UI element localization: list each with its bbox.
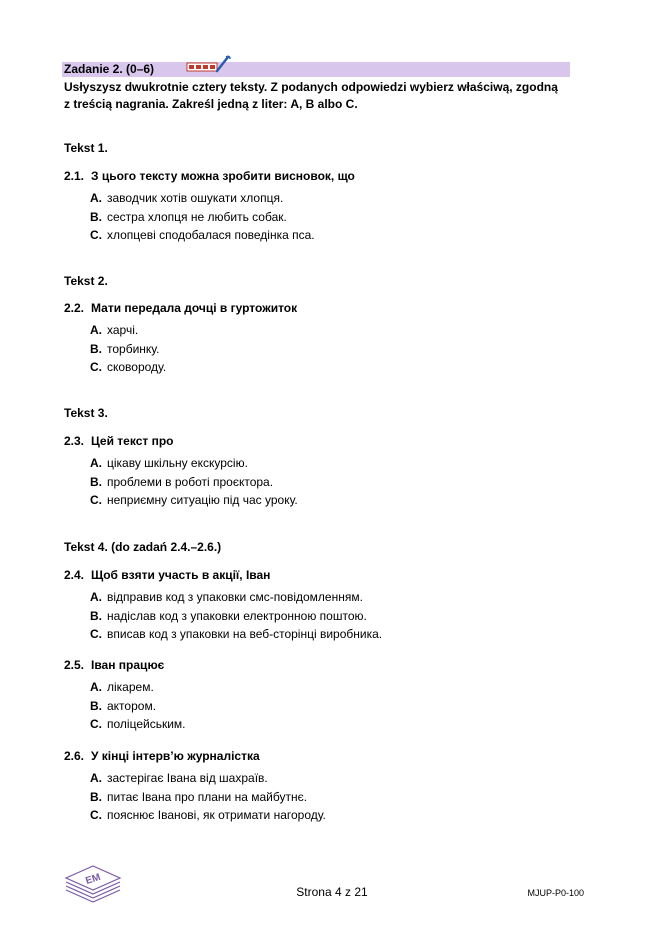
question-number: 2.5. (64, 658, 85, 672)
answer-options (90, 769, 326, 825)
answer-option[interactable] (90, 226, 315, 245)
answer-option[interactable] (90, 607, 382, 626)
question-text: Мати передала дочці в гуртожиток (91, 301, 298, 315)
option-letter[interactable]: B. (90, 698, 102, 713)
option-letter[interactable]: C. (90, 717, 102, 731)
option-text: сковороду. (107, 360, 167, 374)
answer-option[interactable] (90, 189, 315, 208)
option-text: поліцейським. (107, 717, 186, 731)
option-text: харчі. (107, 323, 139, 337)
option-letter[interactable]: A. (90, 680, 102, 694)
question-number: 2.3. (64, 434, 85, 448)
answer-options (90, 588, 382, 644)
question-number: 2.6. (64, 749, 85, 763)
option-text: вписав код з упаковки на веб-сторінці виробника. (107, 627, 383, 641)
document-code: MJUP-P0-100 (527, 888, 584, 898)
audio-recording-icon (186, 55, 232, 75)
task-header-bar (62, 62, 570, 77)
option-letter[interactable]: A. (90, 771, 102, 785)
question-text: У кінці інтерв’ю журналістка (91, 749, 260, 763)
text-heading: Tekst 4. (do zadań 2.4.–2.6.) (64, 540, 222, 554)
question-stem (64, 434, 174, 449)
task-instruction: Usłyszysz dwukrotnie cztery teksty. Z podanych odpowiedzi wybierz właściwą, zgodną z treścią nagrania. Zakreśl jedną z liter: A, B albo C. (64, 80, 558, 111)
question-text: Щоб взяти участь в акції, Іван (91, 568, 271, 582)
option-text: застерігає Івана від шахраїв. (107, 771, 268, 785)
option-letter[interactable]: B. (90, 474, 102, 489)
option-letter[interactable]: C. (90, 228, 102, 242)
answer-options (90, 189, 315, 245)
option-letter[interactable]: C. (90, 627, 102, 641)
question-stem (64, 658, 164, 673)
question-stem (64, 169, 355, 184)
option-letter[interactable]: A. (90, 456, 102, 470)
answer-option[interactable] (90, 788, 326, 807)
answer-option[interactable] (90, 625, 382, 644)
question-stem (64, 749, 260, 764)
answer-option[interactable] (90, 715, 185, 734)
question-text: З цього тексту можна зробити висновок, що (91, 169, 355, 183)
option-letter[interactable]: C. (90, 808, 102, 822)
page-number: Strona 4 z 21 (296, 885, 368, 899)
option-letter[interactable]: B. (90, 608, 102, 623)
option-text: сестра хлопця не любить собак. (107, 209, 287, 224)
option-text: цікаву шкільну екскурсію. (107, 456, 248, 470)
answer-option[interactable] (90, 358, 166, 377)
question-number: 2.1. (64, 169, 85, 183)
option-text: питає Івана про плани на майбутнє. (107, 789, 308, 804)
question-text: Іван працює (91, 658, 165, 672)
answer-option[interactable] (90, 473, 298, 492)
option-text: хлопцеві сподобалася поведінка пса. (107, 228, 315, 242)
option-letter[interactable]: C. (90, 493, 102, 507)
option-letter[interactable]: A. (90, 590, 102, 604)
option-text: відправив код з упаковки смс-повідомленням. (107, 590, 363, 604)
answer-option[interactable] (90, 321, 166, 340)
question-stem (64, 301, 297, 316)
answer-options (90, 678, 185, 734)
option-letter[interactable]: B. (90, 789, 102, 804)
answer-option[interactable] (90, 208, 315, 227)
option-text: пояснює Іванові, як отримати нагороду. (107, 808, 326, 822)
option-letter[interactable]: B. (90, 341, 102, 356)
option-letter[interactable]: B. (90, 209, 102, 224)
question-number: 2.4. (64, 568, 85, 582)
answer-option[interactable] (90, 454, 298, 473)
text-heading: Tekst 3. (64, 406, 108, 420)
answer-options (90, 454, 298, 510)
answer-options (90, 321, 166, 377)
answer-option[interactable] (90, 806, 326, 825)
question-stem (64, 568, 270, 583)
option-letter[interactable]: C. (90, 360, 102, 374)
answer-option[interactable] (90, 491, 298, 510)
answer-option[interactable] (90, 769, 326, 788)
answer-option[interactable] (90, 697, 185, 716)
option-text: актором. (107, 698, 157, 713)
question-text: Цей текст про (91, 434, 174, 448)
answer-option[interactable] (90, 340, 166, 359)
option-letter[interactable]: A. (90, 191, 102, 205)
option-text: проблеми в роботі проєктора. (107, 474, 274, 489)
answer-option[interactable] (90, 588, 382, 607)
option-text: заводчик хотів ошукати хлопця. (107, 191, 284, 205)
logo-lettering: EM (84, 871, 102, 888)
option-text: надіслав код з упаковки електронною поштою. (107, 608, 367, 623)
option-text: неприємну ситуацію під час уроку. (107, 493, 298, 507)
option-text: торбинку. (107, 341, 160, 356)
option-text: лікарем. (107, 680, 154, 694)
task-title: Zadanie 2. (0–6) (64, 62, 155, 76)
option-letter[interactable]: A. (90, 323, 102, 337)
question-number: 2.2. (64, 301, 85, 315)
text-heading: Tekst 2. (64, 274, 108, 288)
text-heading: Tekst 1. (64, 141, 108, 155)
answer-option[interactable] (90, 678, 185, 697)
